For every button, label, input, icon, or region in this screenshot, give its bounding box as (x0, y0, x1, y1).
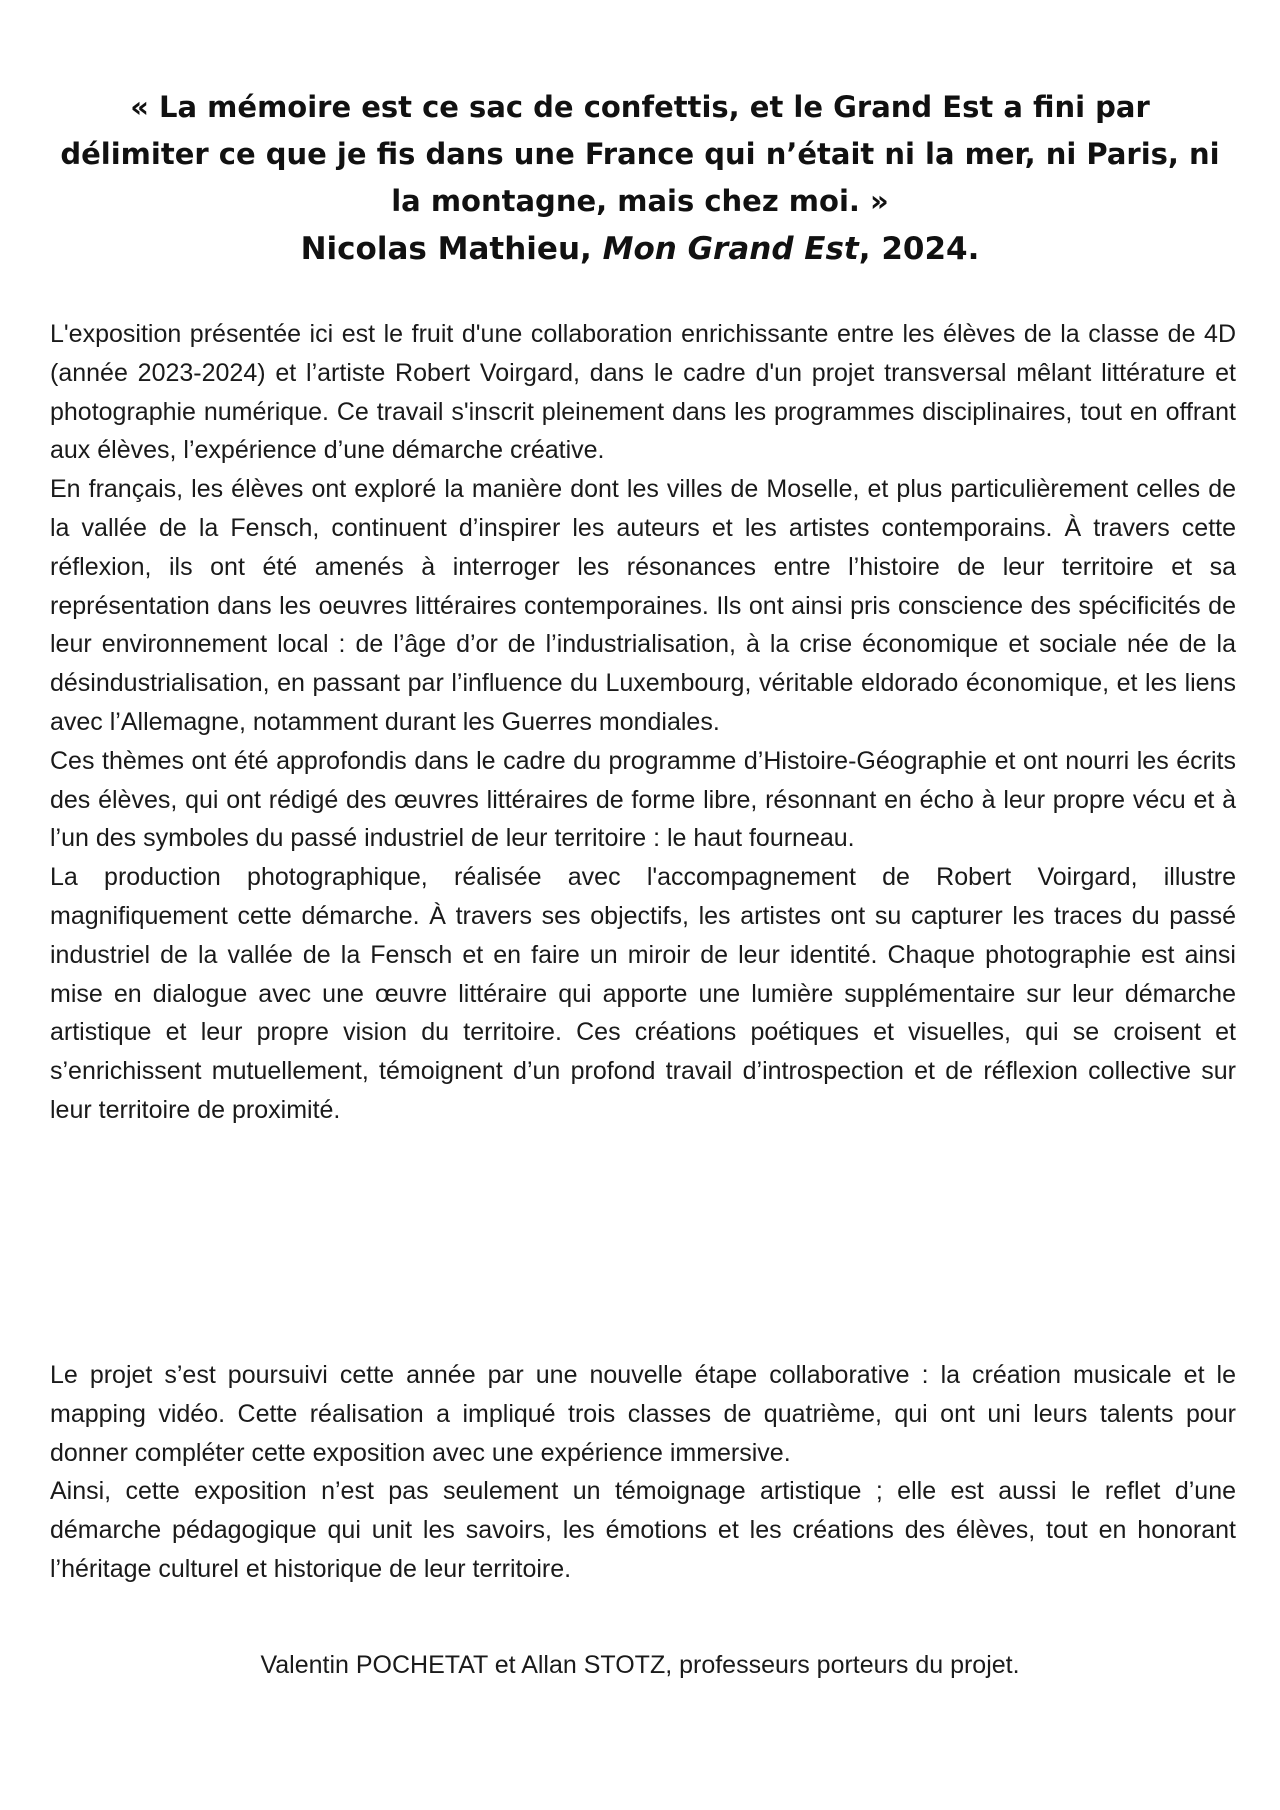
attribution-author: Nicolas Mathieu, (300, 231, 603, 267)
paragraph-projet-musical: Le projet s’est poursuivi cette année par une nouvelle étape collaborative : la création musicale et le mapping vidéo. Cette réalisation a impliqué trois classes de quatrième, qui ont uni leurs talents pour donner compléter cette exposition avec une expérience immersive. (50, 1361, 1236, 1467)
paragraph-histoire-geo: Ces thèmes ont été approfondis dans le cadre du programme d’Histoire-Géographie et ont nourri les écrits des élèves, qui ont rédigé des œuvres littéraires de forme libre, résonnant en écho à leur propre vécu et à l’un des symboles du passé industriel de leur territoire : le haut fourneau. (50, 746, 1236, 853)
signature: Valentin POCHETAT et Allan STOTZ, professeurs porteurs du projet. (260, 1651, 1020, 1679)
paragraph-intro: L'exposition présentée ici est le fruit d'une collaboration enrichissante entre les élèves de la classe de 4D (année 2023-2024) et l’artiste Robert Voirgard, dans le cadre d'un projet transversal mêlant littérature et photographie numérique. Ce travail s'inscrit pleinement dans les programmes disciplinaires, tout en offrant aux élèves, l’expérience d’une démarche créative. (50, 320, 1236, 465)
paragraph-francais: En français, les élèves ont exploré la manière dont les villes de Moselle, et plus particulièrement celles de la vallée de la Fensch, continuent d’inspirer les auteurs et les artistes contemporains. À travers cette réflexion, ils ont été amenés à interroger les résonances entre l’histoire de leur territoire et sa représentation dans les oeuvres littéraires contemporaines. Ils ont ainsi pris conscience des spécificités de leur environnement local : de l’âge d’or de l’industrialisation, à la crise économique et sociale née de la désindustrialisation, en passant par l’influence du Luxembourg, véritable eldorado économique, et les liens avec l’Allemagne, notamment durant les Guerres mondiales. (50, 475, 1236, 736)
body-section-2 (50, 1356, 1236, 1589)
attribution-work-title: Mon Grand Est (602, 231, 859, 267)
paragraph-photographie: La production photographique, réalisée avec l'accompagnement de Robert Voirgard, illustre magnifiquement cette démarche. À travers ses objectifs, les artistes ont su capturer les traces du passé industriel de la vallée de la Fensch et en faire un miroir de leur identité. Chaque photographie est ainsi mise en dialogue avec une œuvre littéraire qui apporte une lumière supplémentaire sur leur démarche artistique et leur propre vision du territoire. Ces créations poétiques et visuelles, qui se croisent et s’enrichissent mutuellement, témoignent d’un profond travail d’introspection et de réflexion collective sur leur territoire de proximité. (50, 863, 1236, 1124)
paragraph-conclusion: Ainsi, cette exposition n’est pas seulement un témoignage artistique ; elle est aussi le reflet d’une démarche pédagogique qui unit les savoirs, les émotions et les créations des élèves, tout en honorant l’héritage culturel et historique de leur territoire. (50, 1477, 1236, 1583)
epigraph-quote: « La mémoire est ce sac de confettis, et le Grand Est a fini par délimiter ce que je fis dans une France qui n’était ni la mer, ni Paris, ni la montagne, mais chez moi. » (60, 90, 1220, 218)
body-section-1 (50, 315, 1236, 1130)
attribution-year: , 2024. (858, 231, 980, 267)
epigraph-attribution (60, 228, 1220, 270)
